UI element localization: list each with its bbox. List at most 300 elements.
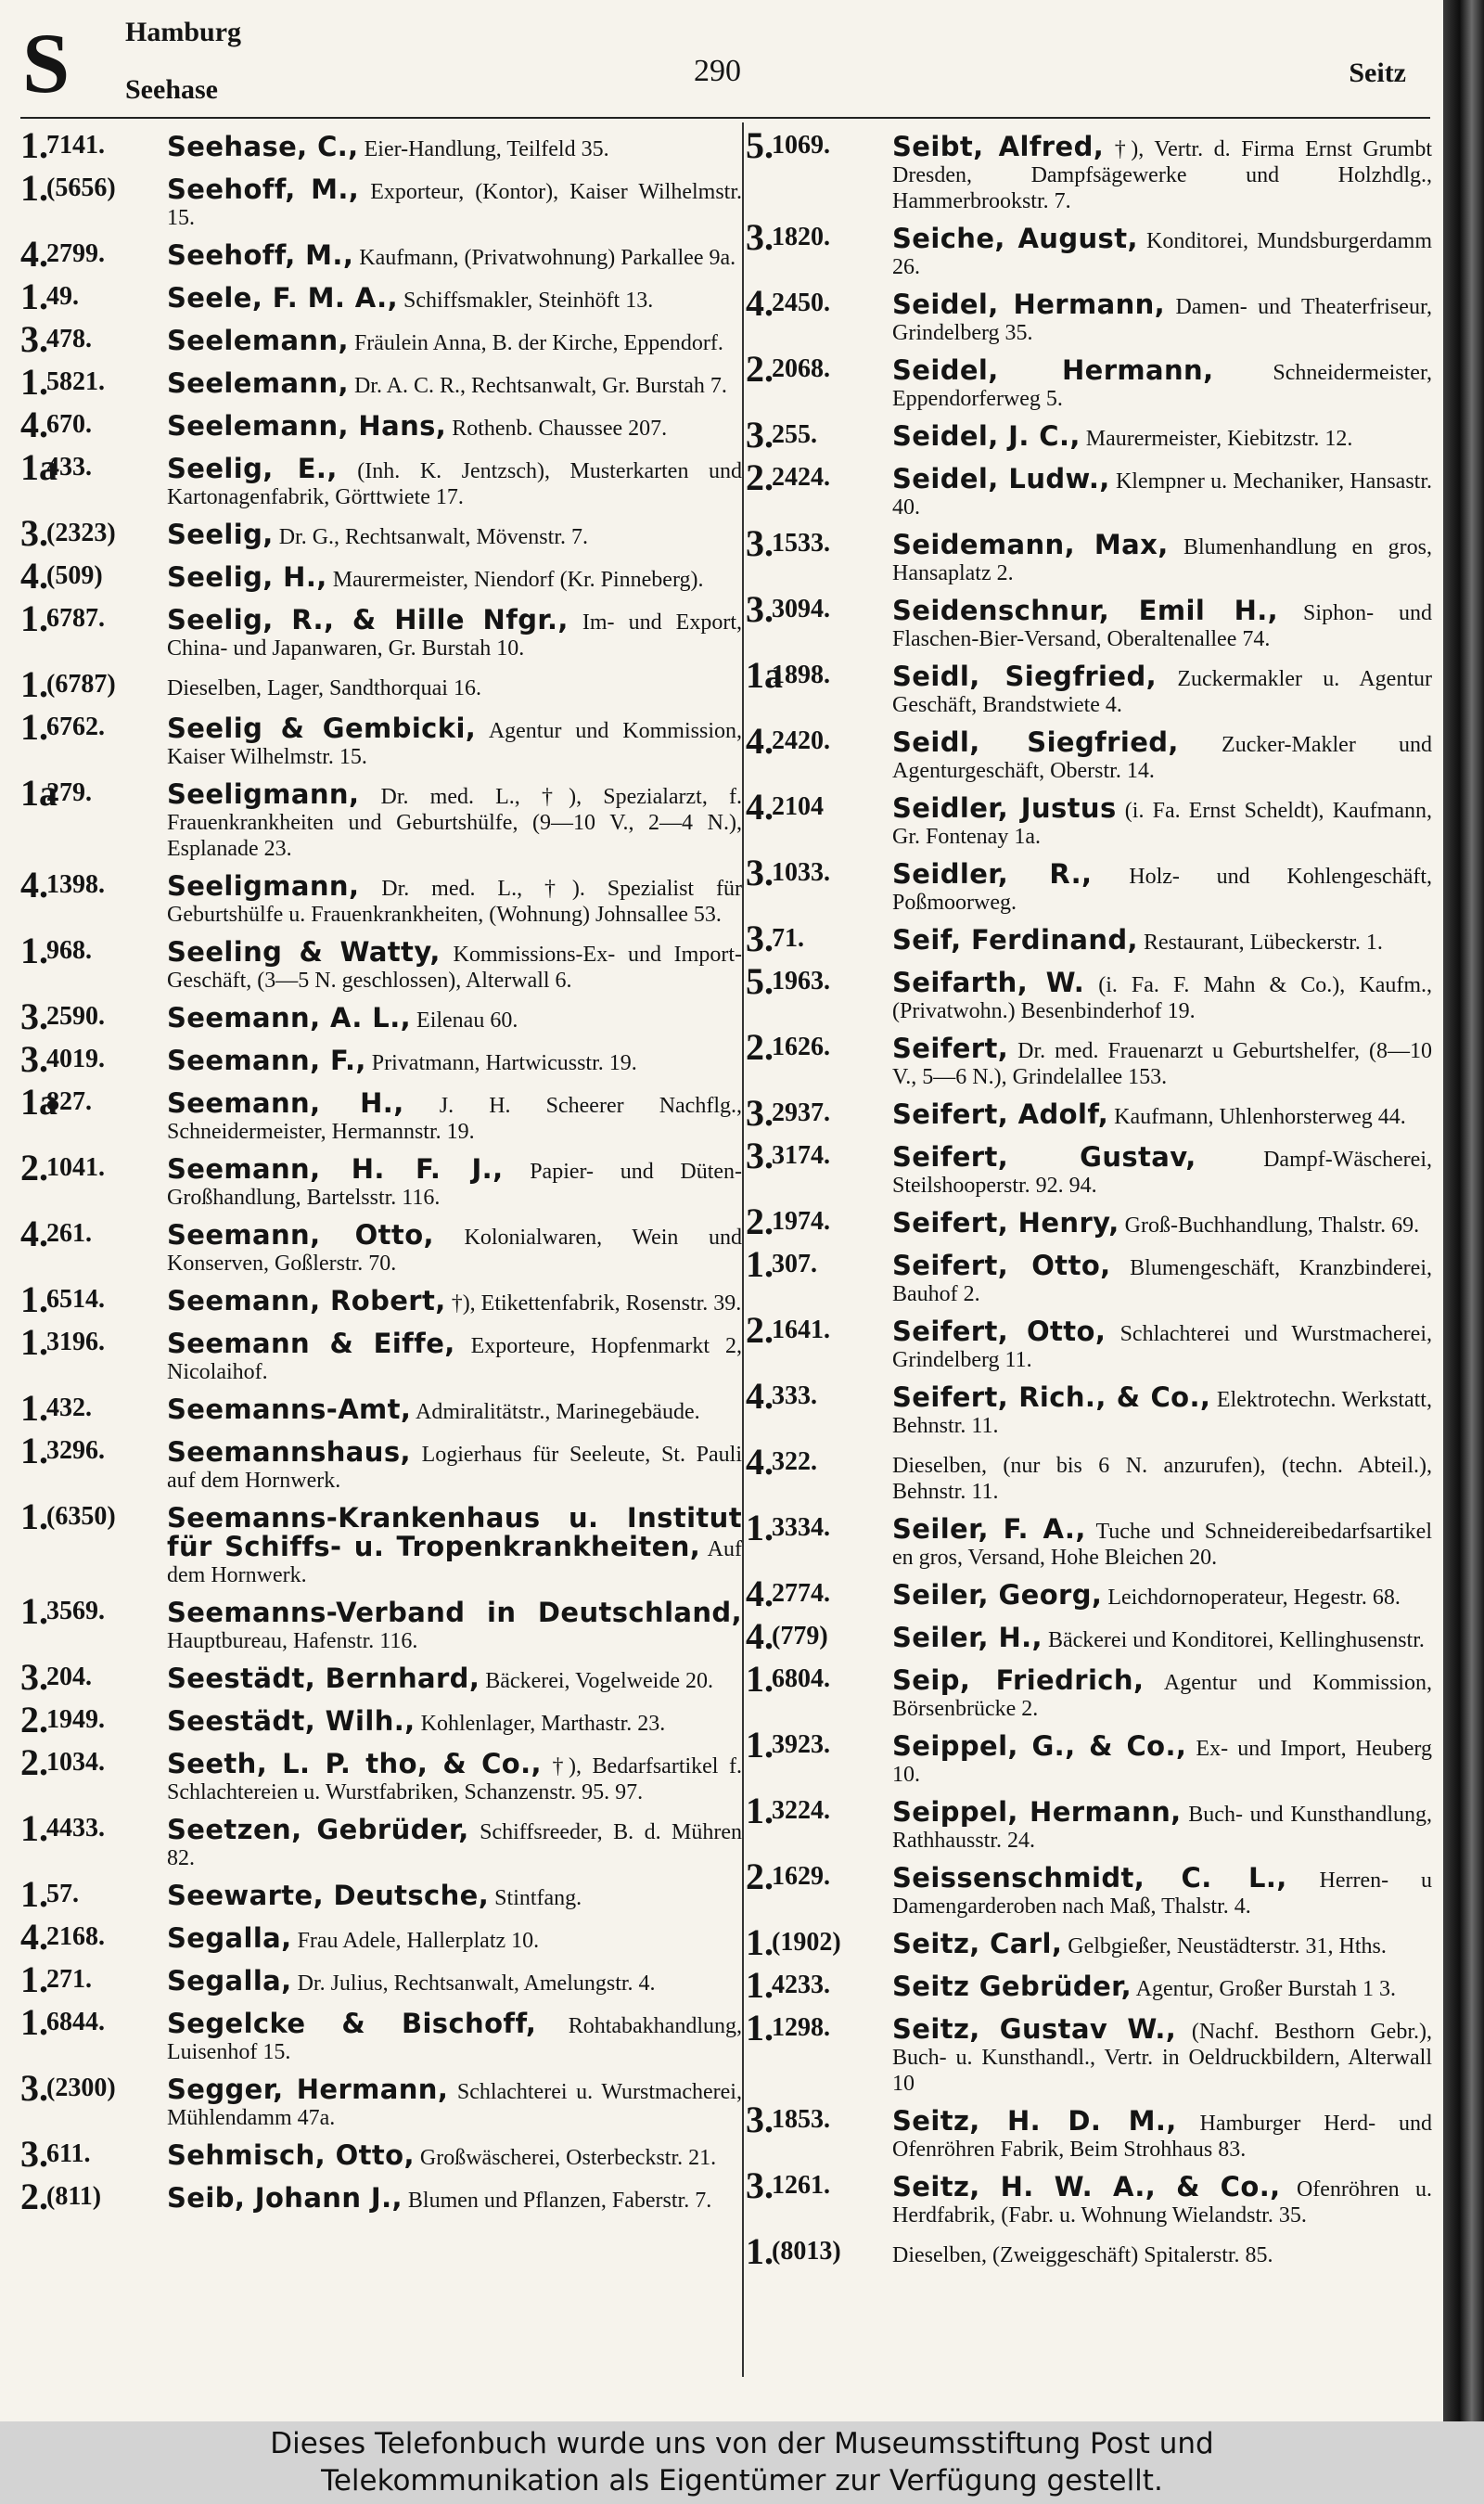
entry-details: Frau Adele, Hallerplatz 10. — [291, 1929, 540, 1953]
phone-number: 4233. — [772, 1971, 830, 1999]
entry-details: Kaufmann, Uhlenhorsterweg 44. — [1108, 1105, 1406, 1129]
exchange-number: 4. — [746, 1615, 774, 1657]
directory-entry — [20, 1658, 742, 1697]
directory-entry — [20, 126, 742, 165]
phone-number: 322. — [772, 1447, 817, 1476]
footer-line-2: Telekommunikation als Eigentümer zur Verfügung gestellt. — [321, 2464, 1163, 2498]
entry-name: Seidl, Siegfried, — [892, 726, 1179, 758]
directory-entry — [20, 1875, 742, 1914]
entry-text — [167, 1875, 742, 1911]
phone-number: 2590. — [46, 1002, 105, 1031]
entry-details: Schneidermeister, Eppendorferweg 5. — [892, 361, 1432, 411]
entry-name: Seelig, E., — [167, 453, 338, 484]
exchange-number: 1. — [746, 1724, 774, 1766]
entry-details: Maurermeister, Kiebitzstr. 12. — [1080, 427, 1353, 451]
entry-text — [167, 169, 742, 231]
exchange-number: 1. — [20, 1430, 48, 1471]
exchange-number: 3. — [746, 1135, 774, 1176]
binding-edge — [1443, 0, 1484, 2421]
directory-entry — [746, 788, 1432, 850]
entry-details: Klempner u. Mechaniker, Hansastr. 40. — [892, 469, 1432, 520]
exchange-number: 4. — [746, 1573, 774, 1614]
entry-name: Seiler, H., — [892, 1622, 1043, 1653]
phone-number: 2104 — [772, 792, 824, 821]
exchange-number: 2. — [20, 1741, 48, 1783]
directory-entry — [20, 1280, 742, 1319]
entry-details: Dr. med. L., †). Spezialist für Geburtshülfe u. Frauenkrankheiten, (Wohnung) Johnsallee 53. — [167, 877, 742, 927]
entry-name: Seemann, A. L., — [167, 1002, 412, 1034]
exchange-number: 4. — [20, 1916, 48, 1958]
directory-entry — [746, 2009, 1432, 2097]
entry-name: Seeligmann, — [167, 870, 360, 902]
directory-entry — [20, 448, 742, 510]
entry-name: Seidel, Ludw., — [892, 463, 1110, 494]
entry-name: Segalla, — [167, 1922, 292, 1954]
entry-text — [892, 590, 1432, 652]
directory-entry — [20, 1497, 742, 1588]
entry-text — [167, 405, 742, 442]
entry-details: Ex- und Import, Heuberg 10. — [892, 1737, 1432, 1787]
phone-number: 279. — [46, 778, 92, 807]
exchange-number: 1. — [746, 1243, 774, 1285]
phone-number: 3569. — [46, 1597, 105, 1625]
entry-text — [167, 2069, 742, 2131]
entry-name: Segalla, — [167, 1965, 292, 1997]
entry-details: Dr. A. C. R., Rechtsanwalt, Gr. Burstah 7. — [348, 374, 727, 398]
directory-entry — [20, 2135, 742, 2174]
entry-details: Agentur, Großer Burstah 1 3. — [1132, 1977, 1396, 2001]
phone-number: 3334. — [772, 1513, 830, 1542]
directory-entry — [746, 1660, 1432, 1722]
entry-details: Damen- und Theaterfriseur, Grindelberg 35. — [892, 295, 1432, 345]
entry-name: Seele, F. M. A., — [167, 282, 398, 314]
phone-number: 2424. — [772, 463, 830, 492]
entry-name: Seelemann, Hans, — [167, 410, 447, 442]
entry-details: Blumen und Pflanzen, Faberstr. 7. — [402, 2189, 712, 2213]
entry-text — [167, 1743, 742, 1805]
exchange-number: 2. — [746, 348, 774, 390]
exchange-number: 4. — [20, 864, 48, 905]
phone-number: 1853. — [772, 2105, 830, 2134]
entry-details: Dieselben, (nur bis 6 N. anzurufen), (techn. Abteil.), Behnstr. 11. — [892, 1454, 1432, 1504]
directory-entry — [20, 1214, 742, 1277]
entry-details: (Inh. K. Jentzsch), Musterkarten und Kartonagenfabrik, Görttwiete 17. — [167, 459, 742, 509]
phone-number: 1034. — [46, 1748, 105, 1777]
exchange-number: 1. — [20, 1278, 48, 1320]
entry-text — [167, 931, 742, 994]
entry-name: Seiler, F. A., — [892, 1513, 1086, 1545]
entry-text — [892, 1443, 1432, 1505]
entry-name: Seippel, Hermann, — [892, 1796, 1182, 1828]
entry-text — [892, 1923, 1432, 1959]
phone-number: 3094. — [772, 595, 830, 623]
entry-text — [167, 708, 742, 770]
directory-entry — [20, 866, 742, 928]
phone-number: (5656) — [46, 173, 116, 202]
entry-details: Kommissions-Ex- und Import-Geschäft, (3—5 N. geschlossen), Alterwall 6. — [167, 943, 742, 993]
directory-entry — [20, 1083, 742, 1145]
phone-number: 1041. — [46, 1153, 105, 1182]
entry-details: Blumenhandlung en gros, Hansaplatz 2. — [892, 535, 1432, 585]
entry-text — [892, 284, 1432, 346]
exchange-number: 1. — [20, 1958, 48, 2000]
entry-text — [167, 235, 742, 271]
exchange-number: 3. — [746, 918, 774, 959]
entry-text — [892, 2232, 1432, 2268]
phone-number: 3224. — [772, 1796, 830, 1825]
entry-text — [167, 1083, 742, 1145]
exchange-number: 2. — [746, 1309, 774, 1351]
entry-name: Seemann, H. F. J., — [167, 1153, 504, 1185]
directory-entry — [20, 1432, 742, 1494]
entry-details: Papier- und Düten-Großhandlung, Bartelsstr. 116. — [167, 1160, 743, 1210]
phone-number: 6804. — [772, 1664, 830, 1693]
directory-entry — [20, 1149, 742, 1211]
phone-number: 261. — [46, 1219, 92, 1248]
phone-number: 3296. — [46, 1436, 105, 1465]
phone-number: 611. — [46, 2139, 91, 2168]
entry-details: Eier-Handlung, Teilfeld 35. — [358, 137, 609, 161]
directory-entry — [20, 405, 742, 444]
exchange-number: 1. — [20, 276, 48, 317]
directory-entry — [20, 1918, 742, 1957]
column-divider — [742, 122, 744, 2377]
exchange-number: 3. — [746, 1092, 774, 1134]
entry-name: Seib, Johann J., — [167, 2182, 403, 2214]
entry-details: Hamburger Herd- und Ofenröhren Fabrik, Beim Strohhaus 83. — [892, 2112, 1432, 2162]
directory-entry — [20, 931, 742, 994]
entry-name: Seemann, Otto, — [167, 1219, 434, 1251]
entry-details: Bäckerei und Konditorei, Kellinghusenstr. — [1042, 1628, 1425, 1652]
directory-entry — [746, 1923, 1432, 1962]
directory-entry — [746, 1791, 1432, 1854]
entry-details: Dr. G., Rechtsanwalt, Mövenstr. 7. — [273, 525, 588, 549]
exchange-number: 1. — [746, 2230, 774, 2272]
phone-number: 1298. — [772, 2013, 830, 2042]
phone-number: 6844. — [46, 2008, 105, 2036]
entry-name: Seeligmann, — [167, 778, 360, 810]
phone-number: 6787. — [46, 604, 105, 633]
phone-number: 2068. — [772, 354, 830, 383]
entry-text — [892, 1726, 1432, 1788]
entry-name: Seiler, Georg, — [892, 1579, 1103, 1611]
entry-text — [167, 448, 742, 510]
entry-details: Rothenb. Chaussee 207. — [446, 417, 668, 441]
entry-text — [167, 997, 742, 1034]
directory-entry — [746, 1857, 1432, 1920]
phone-number: 1974. — [772, 1207, 830, 1236]
entry-details: Groß-Buchhandlung, Thalstr. 69. — [1119, 1213, 1420, 1238]
entry-details: Exporteur, (Kontor), Kaiser Wilhelmstr. 15. — [167, 180, 743, 230]
phone-number: (811) — [46, 2182, 102, 2211]
entry-name: Seeling & Watty, — [167, 936, 441, 968]
entry-text — [167, 1497, 742, 1588]
entry-details: (Nachf. Besthorn Gebr.), Buch- u. Kunsthandl., Vertr. in Oeldruckbildern, Alterwall 10 — [892, 2020, 1432, 2096]
entry-text — [892, 218, 1432, 280]
entry-name: Seelig, R., & Hille Nfgr., — [167, 604, 569, 636]
directory-entry — [746, 919, 1432, 958]
entry-text — [892, 1509, 1432, 1571]
entry-name: Seeth, L. P. tho, & Co., — [167, 1748, 542, 1779]
exchange-number: 1. — [746, 1964, 774, 2006]
phone-number: 3196. — [46, 1328, 105, 1356]
directory-entry — [20, 320, 742, 359]
exchange-number: 3. — [746, 2099, 774, 2140]
entry-name: Seip, Friedrich, — [892, 1664, 1145, 1696]
directory-entry — [746, 1509, 1432, 1571]
exchange-number: 3. — [746, 2164, 774, 2206]
entry-text — [892, 656, 1432, 718]
entry-details: Siphon- und Flaschen-Bier-Versand, Oberaltenallee 74. — [892, 601, 1432, 651]
phone-number: (2323) — [46, 519, 116, 547]
phone-number: 3923. — [772, 1730, 830, 1759]
exchange-number: 3. — [746, 216, 774, 258]
last-entry-heading: Seitz — [1349, 58, 1406, 88]
phone-number: 1033. — [772, 858, 830, 887]
entry-name: Seitz, H. D. M., — [892, 2105, 1177, 2137]
entry-details: Dr. med. Frauenarzt u Geburtshelfer, (8—10 V., 5—6 N.), Grindelallee 153. — [892, 1039, 1432, 1089]
exchange-number: 1. — [746, 2007, 774, 2048]
entry-details: Schlachterei und Wurstmacherei, Grindelberg 11. — [892, 1322, 1432, 1372]
entry-text — [167, 2003, 742, 2065]
directory-entry — [746, 284, 1432, 346]
exchange-number: 1. — [20, 1496, 48, 1537]
entry-name: Seissenschmidt, C. L., — [892, 1862, 1287, 1894]
phone-number: 2799. — [46, 239, 105, 268]
directory-entry — [746, 854, 1432, 916]
directory-entry — [20, 1323, 742, 1385]
entry-details: Bäckerei, Vogelweide 20. — [480, 1669, 713, 1693]
entry-text — [167, 1592, 742, 1654]
entry-details: †), Bedarfsartikel f. Schlachtereien u. Wurstfabriken, Schanzenstr. 95. 97. — [167, 1754, 743, 1804]
directory-entry — [20, 235, 742, 274]
header-rule — [20, 117, 1430, 119]
left-column — [20, 122, 742, 2216]
phone-number: (6350) — [46, 1502, 116, 1531]
entry-name: Seetzen, Gebrüder, — [167, 1814, 469, 1845]
entry-details: Agentur und Kommission, Kaiser Wilhelmstr. 15. — [167, 719, 742, 769]
directory-entry — [746, 722, 1432, 784]
phone-number: 968. — [46, 936, 92, 965]
entry-text — [167, 514, 742, 550]
entry-text — [167, 1323, 742, 1385]
phone-number: 432. — [46, 1393, 92, 1422]
directory-entry — [20, 1040, 742, 1079]
exchange-number: 1a — [746, 654, 783, 696]
entry-details: Kohlenlager, Marthastr. 23. — [415, 1712, 666, 1736]
phone-number: (1902) — [772, 1928, 841, 1957]
exchange-number: 1. — [20, 663, 48, 705]
entry-name: Seif, Ferdinand, — [892, 924, 1138, 956]
directory-entry — [20, 2069, 742, 2131]
entry-text — [892, 126, 1432, 214]
entry-name: Seidel, Hermann, — [892, 354, 1214, 386]
exchange-number: 1. — [746, 1790, 774, 1831]
phone-number: 1641. — [772, 1316, 830, 1344]
entry-name: Seifert, Gustav, — [892, 1141, 1196, 1173]
entry-details: Maurermeister, Niendorf (Kr. Pinneberg). — [326, 568, 704, 592]
first-entry-heading: Seehase — [125, 74, 218, 105]
phone-number: 2774. — [772, 1579, 830, 1608]
entry-text — [167, 1214, 742, 1277]
entry-text — [167, 1432, 742, 1494]
entry-text — [892, 458, 1432, 520]
entry-name: Seelig & Gembicki, — [167, 713, 477, 744]
phone-number: 1398. — [46, 870, 105, 899]
entry-text — [892, 1245, 1432, 1307]
entry-name: Seemann & Eiffe, — [167, 1328, 455, 1359]
phone-number: (8013) — [772, 2237, 841, 2266]
phone-number: 1949. — [46, 1705, 105, 1734]
phone-number: 71. — [772, 924, 804, 953]
entry-text — [167, 1701, 742, 1737]
directory-entry — [20, 1960, 742, 1999]
entry-text — [167, 320, 742, 356]
entry-text — [167, 126, 742, 162]
entry-name: Seidler, R., — [892, 858, 1093, 890]
phone-number: 333. — [772, 1381, 817, 1410]
entry-text — [892, 2100, 1432, 2163]
entry-text — [892, 1857, 1432, 1920]
entry-name: Seemannshaus, — [167, 1436, 411, 1468]
entry-name: Seehoff, M., — [167, 239, 354, 271]
entry-text — [167, 1389, 742, 1425]
entry-details: Restaurant, Lübeckerstr. 1. — [1137, 931, 1383, 955]
directory-entry — [746, 1094, 1432, 1133]
entry-text — [892, 1028, 1432, 1090]
entry-details: Zucker-Makler und Agenturgeschäft, Oberstr. 14. — [892, 733, 1432, 783]
entry-name: Seewarte, Deutsche, — [167, 1880, 490, 1911]
phone-number: 271. — [46, 1965, 92, 1994]
city-heading: Hamburg — [125, 17, 242, 47]
entry-name: Seitz, H. W. A., & Co., — [892, 2171, 1281, 2202]
phone-number: 2420. — [772, 726, 830, 755]
entry-details: Rohtabakhandlung, Luisenhof 15. — [167, 2014, 742, 2064]
entry-details: Dieselben, (Zweiggeschäft) Spitalerstr. 85. — [892, 2243, 1273, 2267]
entry-details: Dampf-Wäscherei, Steilshooperstr. 92. 94. — [892, 1148, 1432, 1198]
entry-name: Seemanns-Verband in Deutschland, — [167, 1597, 742, 1628]
directory-entry — [746, 1574, 1432, 1613]
entry-text — [892, 1966, 1432, 2002]
entry-name: Seidel, Hermann, — [892, 289, 1166, 320]
entry-name: Seemann, F., — [167, 1045, 366, 1076]
exchange-number: 1. — [20, 1590, 48, 1632]
directory-entry — [746, 962, 1432, 1024]
exchange-number: 4. — [746, 786, 774, 828]
entry-details: Eilenau 60. — [411, 1008, 518, 1033]
entry-name: Seifert, Otto, — [892, 1316, 1107, 1347]
exchange-number: 2. — [20, 1147, 48, 1188]
exchange-number: 1. — [746, 1658, 774, 1700]
entry-text — [892, 1617, 1432, 1653]
phone-number: 2168. — [46, 1922, 105, 1951]
exchange-number: 2. — [746, 1026, 774, 1068]
entry-details: Auf dem Hornwerk. — [167, 1537, 742, 1587]
entry-name: Seippel, G., & Co., — [892, 1730, 1187, 1762]
phone-number: 204. — [46, 1663, 92, 1691]
directory-entry — [746, 1377, 1432, 1439]
right-column — [746, 122, 1432, 2271]
entry-details: Logierhaus für Seeleute, St. Pauli auf dem Hornwerk. — [167, 1443, 742, 1493]
directory-entry — [746, 2100, 1432, 2163]
page-number: 290 — [694, 54, 741, 88]
entry-name: Segger, Hermann, — [167, 2074, 449, 2105]
directory-entry — [746, 2232, 1432, 2271]
entry-name: Seemanns-Krankenhaus u. Institut für Schiffs- u. Tropenkrankheiten, — [167, 1502, 742, 1562]
exchange-number: 3. — [746, 414, 774, 456]
phone-number: 57. — [46, 1880, 79, 1908]
entry-details: Schiffsmakler, Steinhöft 13. — [398, 289, 654, 313]
exchange-number: 3. — [20, 1656, 48, 1698]
entry-text — [892, 1377, 1432, 1439]
entry-name: Seemann, Robert, — [167, 1285, 446, 1316]
entry-details: Zuckermakler u. Agentur Geschäft, Brandstwiete 4. — [892, 667, 1432, 717]
directory-entry — [746, 1443, 1432, 1505]
directory-entry — [746, 458, 1432, 520]
entry-name: Segelcke & Bischoff, — [167, 2008, 537, 2039]
directory-entry — [20, 774, 742, 862]
entry-details: Gelbgießer, Neustädterstr. 31, Hths. — [1062, 1934, 1387, 1958]
exchange-number: 1. — [746, 1507, 774, 1548]
entry-text — [892, 350, 1432, 412]
phone-number: 307. — [772, 1250, 817, 1278]
exchange-number: 3. — [20, 995, 48, 1037]
directory-entry — [746, 590, 1432, 652]
exchange-number: 1. — [20, 1321, 48, 1363]
directory-entry — [20, 169, 742, 231]
entry-details: Kolonialwaren, Wein und Konserven, Goßlerstr. 70. — [167, 1226, 743, 1276]
entry-details: †), Etikettenfabrik, Rosenstr. 39. — [445, 1291, 742, 1316]
directory-entry — [20, 1809, 742, 1871]
exchange-number: 4. — [746, 720, 774, 762]
entry-details: Konditorei, Mundsburgerdamm 26. — [892, 229, 1433, 279]
exchange-number: 3. — [746, 522, 774, 564]
directory-entry — [20, 1592, 742, 1654]
entry-details: Schiffsreeder, B. d. Mühren 82. — [167, 1820, 742, 1870]
exchange-number: 4. — [746, 282, 774, 324]
phone-number: (779) — [772, 1622, 828, 1650]
directory-entry — [746, 218, 1432, 280]
entry-details: Elektrotechn. Werkstatt, Behnstr. 11. — [892, 1388, 1432, 1438]
directory-entry — [20, 514, 742, 553]
exchange-number: 4. — [746, 1375, 774, 1417]
entry-details: Herren- u Damengarderoben nach Maß, Thalstr. 4. — [892, 1868, 1432, 1919]
phone-number: 827. — [46, 1087, 92, 1116]
footer-line-1: Dieses Telefonbuch wurde uns von der Museumsstiftung Post und — [270, 2427, 1214, 2460]
entry-name: Seifert, Otto, — [892, 1250, 1111, 1281]
entry-text — [167, 1809, 742, 1871]
directory-entry — [20, 363, 742, 402]
exchange-number: 1. — [20, 1807, 48, 1849]
phone-number: 4019. — [46, 1045, 105, 1073]
entry-name: Sehmisch, Otto, — [167, 2139, 415, 2171]
phone-number: (2300) — [46, 2074, 116, 2102]
phone-number: 1069. — [772, 131, 830, 160]
phone-number: 2450. — [772, 289, 830, 317]
phone-number: 670. — [46, 410, 92, 439]
exchange-number: 1. — [20, 124, 48, 166]
entry-name: Seibt, Alfred, — [892, 131, 1105, 162]
exchange-number: 2. — [746, 1856, 774, 1897]
entry-text — [892, 2166, 1432, 2228]
entry-details: Agentur und Kommission, Börsenbrücke 2. — [892, 1671, 1432, 1721]
exchange-number: 1a — [20, 1081, 58, 1123]
phone-number: 255. — [772, 420, 817, 449]
directory-entry — [746, 1311, 1432, 1373]
entry-text — [167, 1280, 742, 1316]
exchange-number: 3. — [20, 1038, 48, 1080]
entry-text — [892, 919, 1432, 956]
